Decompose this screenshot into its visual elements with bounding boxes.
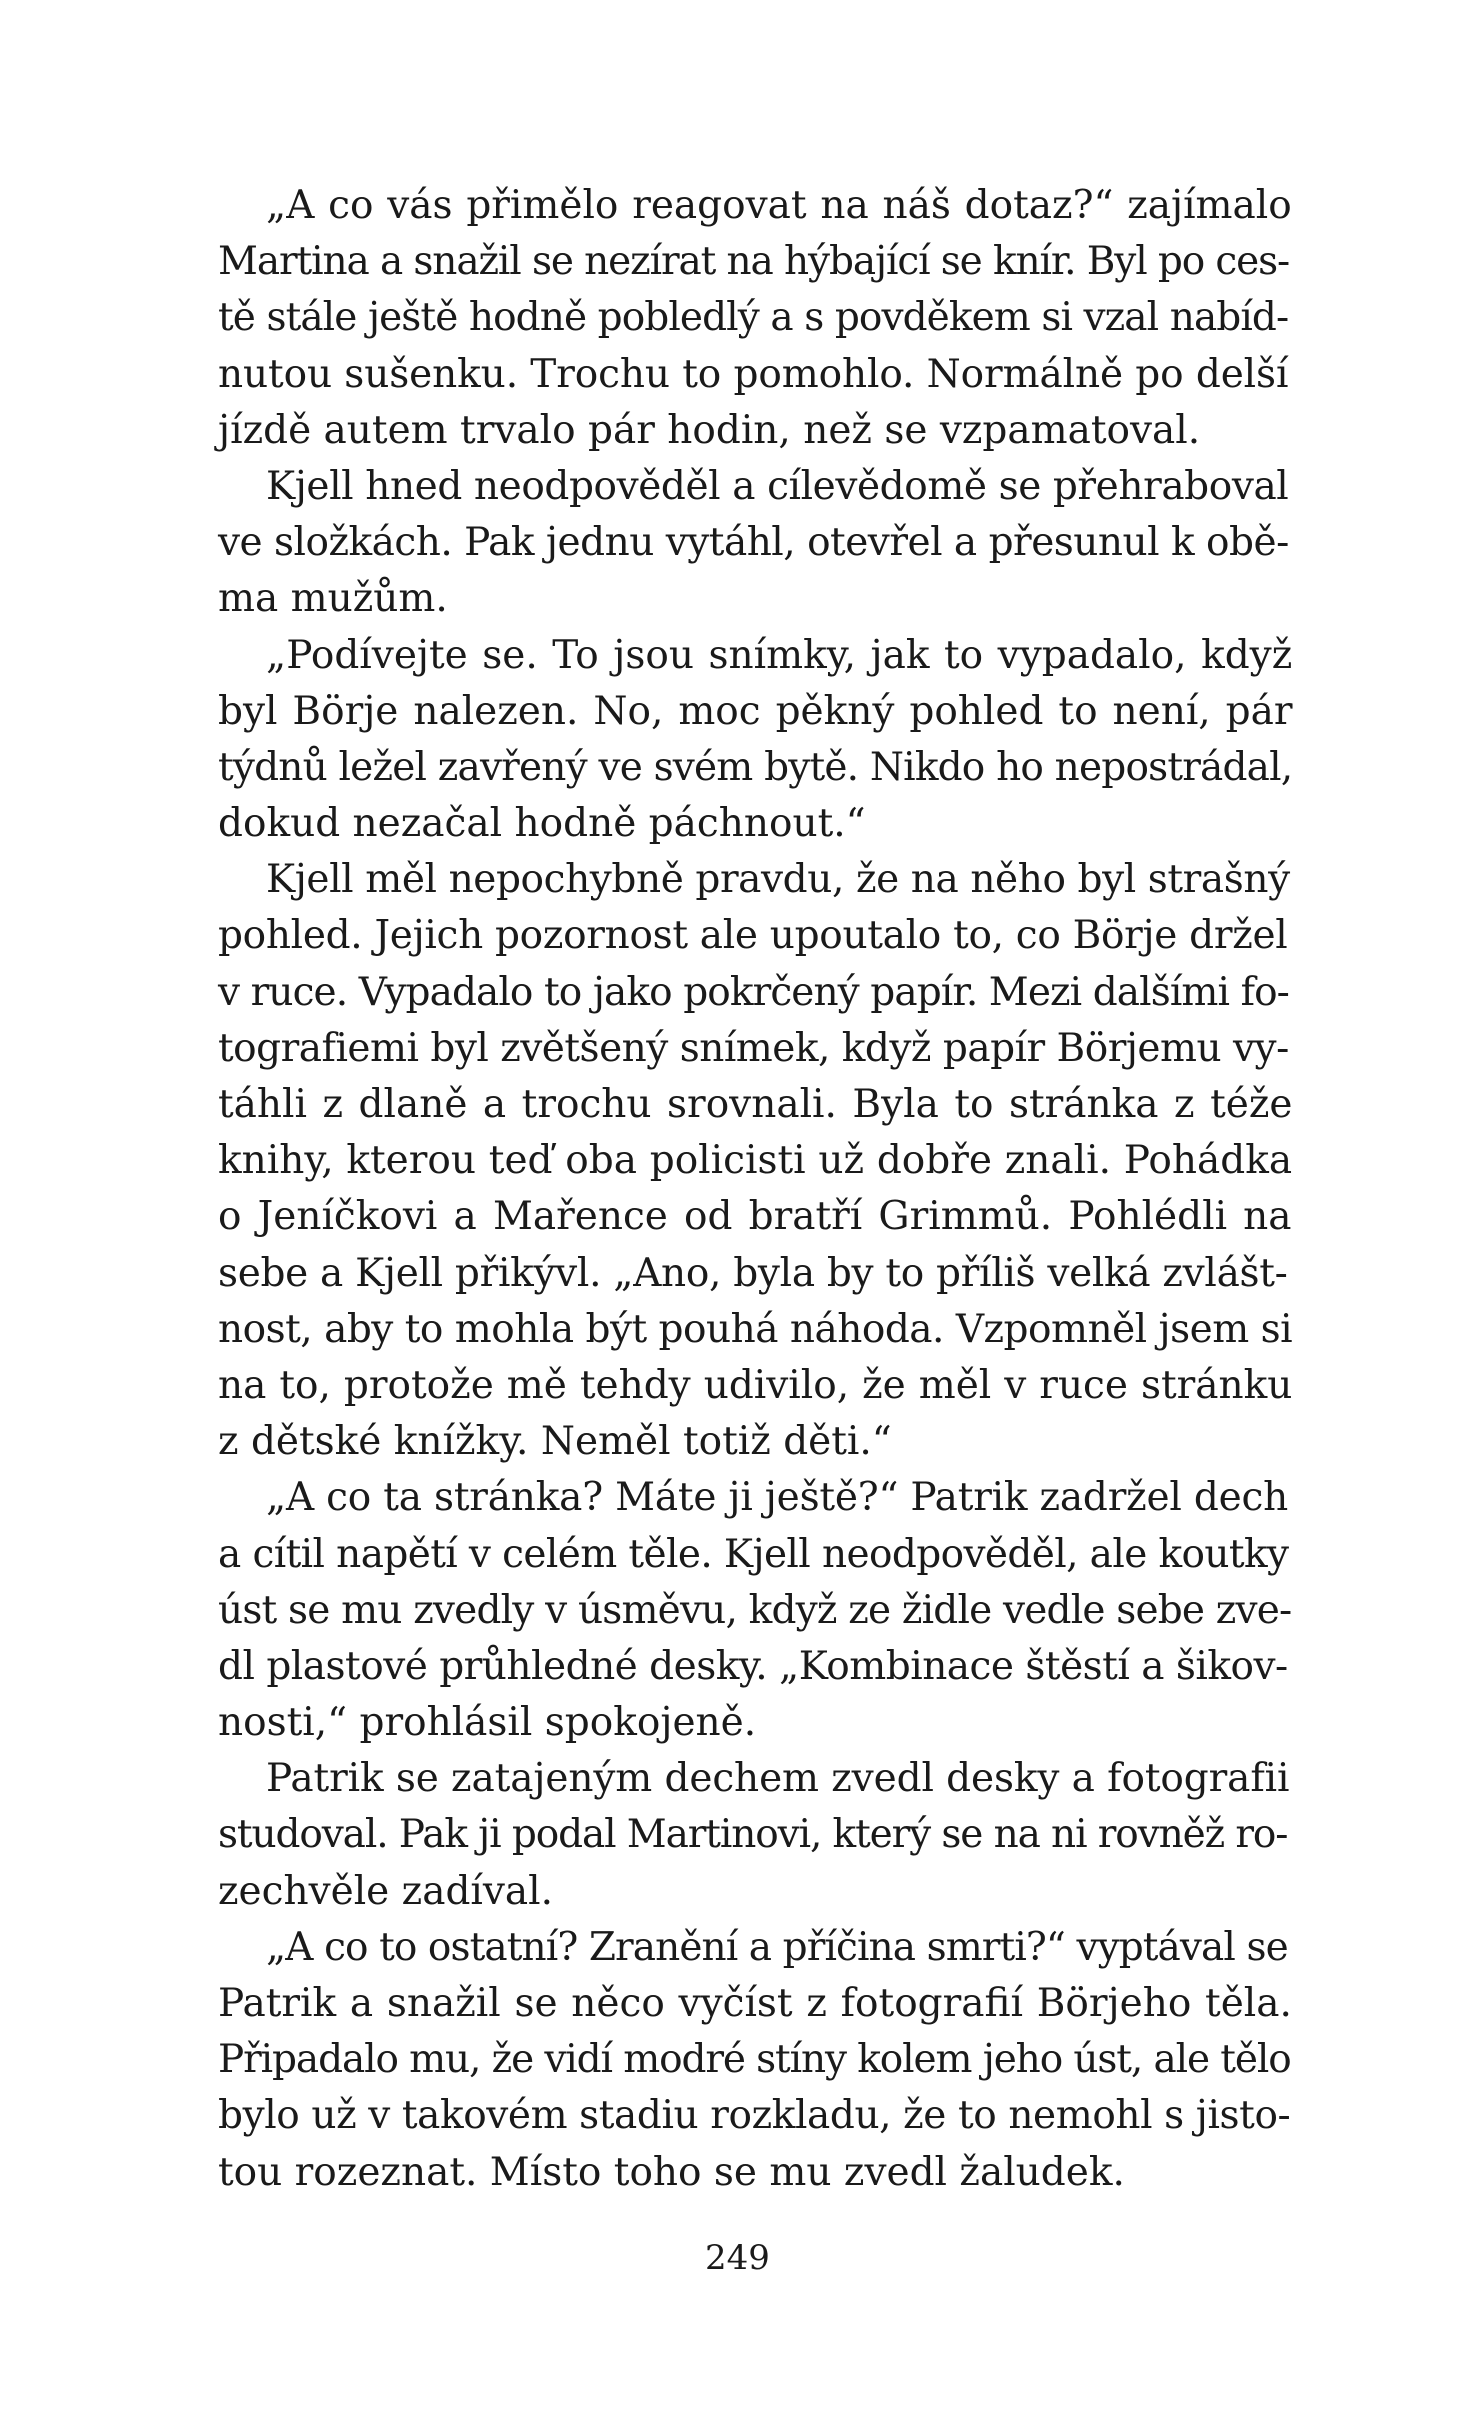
text-line: nutou sušenku. Trochu to pomohlo. Normálně po delší <box>218 351 1289 397</box>
text-line: „A co ta stránka? Máte ji ještě?“ Patrik zadržel dech <box>266 1475 1289 1521</box>
text-line: Kjell hned neodpověděl a cílevědomě se přehraboval <box>266 463 1289 509</box>
text-line: nost, aby to mohla být pouhá náhoda. Vzpomněl jsem si <box>218 1306 1293 1352</box>
text-line: tografiemi byl zvětšený snímek, když papír Börjemu vy- <box>218 1025 1289 1071</box>
text-line: bylo už v takovém stadiu rozkladu, že to nemohl s jisto- <box>218 2093 1291 2139</box>
text-line: knihy, kterou teď oba policisti už dobře znali. Pohádka <box>218 1138 1293 1184</box>
text-line: na to, protože mě tehdy udivilo, že měl v ruce stránku <box>218 1362 1293 1408</box>
text-line: „A co to ostatní? Zranění a příčina smrti?“ vyptával se <box>266 1924 1288 1970</box>
text-line: studoval. Pak ji podal Martinovi, který se na ni rovněž ro- <box>218 1812 1288 1858</box>
text-line: a cítil napětí v celém těle. Kjell neodpověděl, ale koutky <box>218 1531 1289 1577</box>
text-line: dl plastové průhledné desky. „Kombinace štěstí a šikov- <box>218 1643 1288 1689</box>
text-line: týdnů ležel zavřený ve svém bytě. Nikdo ho nepostrádal, <box>218 744 1293 790</box>
text-line: v ruce. Vypadalo to jako pokrčený papír. Mezi dalšími fo- <box>218 969 1289 1015</box>
text-line: jízdě autem trvalo pár hodin, než se vzpamatoval. <box>218 407 1201 453</box>
text-line: ve složkách. Pak jednu vytáhl, otevřel a přesunul k obě- <box>218 520 1289 566</box>
text-line: Kjell měl nepochybně pravdu, že na něho byl strašný <box>266 857 1290 903</box>
text-line: tě stále ještě hodně pobledlý a s povděkem si vzal nabíd- <box>218 295 1289 341</box>
text-line: dokud nezačal hodně páchnout.“ <box>218 801 866 847</box>
text-line: „A co vás přimělo reagovat na náš dotaz?“ zajímalo <box>266 183 1292 228</box>
text-line: z dětské knížky. Neměl totiž děti.“ <box>218 1419 892 1465</box>
page-number: 249 <box>705 2238 770 2278</box>
text-line: zechvěle zadíval. <box>218 1868 554 1914</box>
text-line: tou rozeznat. Místo toho se mu zvedl žaludek. <box>218 2149 1125 2195</box>
text-line: o Jeníčkovi a Mařence od bratří Grimmů. Pohlédli na <box>218 1194 1292 1240</box>
text-line: byl Börje nalezen. No, moc pěkný pohled to není, pár <box>218 688 1293 734</box>
text-line: táhli z dlaně a trochu srovnali. Byla to stránka z téže <box>218 1082 1293 1127</box>
text-line: ma mužům. <box>218 576 448 622</box>
text-line: úst se mu zvedly v úsměvu, když ze židle vedle sebe zve- <box>218 1587 1292 1633</box>
text-line: „Podívejte se. To jsou snímky, jak to vypadalo, když <box>266 632 1293 678</box>
text-line: Patrik se zatajeným dechem zvedl desky a fotografii <box>266 1756 1290 1802</box>
text-line: sebe a Kjell přikývl. „Ano, byla by to příliš velká zvlášt- <box>218 1250 1288 1296</box>
text-line: pohled. Jejich pozornost ale upoutalo to, co Börje držel <box>218 913 1288 959</box>
text-line: Připadalo mu, že vidí modré stíny kolem jeho úst, ale tělo <box>218 2037 1291 2083</box>
body-text <box>218 178 1292 2201</box>
text-line: Patrik a snažil se něco vyčíst z fotografií Börjeho těla. <box>218 1981 1292 2026</box>
text-line: nosti,“ prohlásil spokojeně. <box>218 1700 757 1746</box>
text-line: Martina a snažil se nezírat na hýbající se knír. Byl po ces- <box>218 239 1290 285</box>
